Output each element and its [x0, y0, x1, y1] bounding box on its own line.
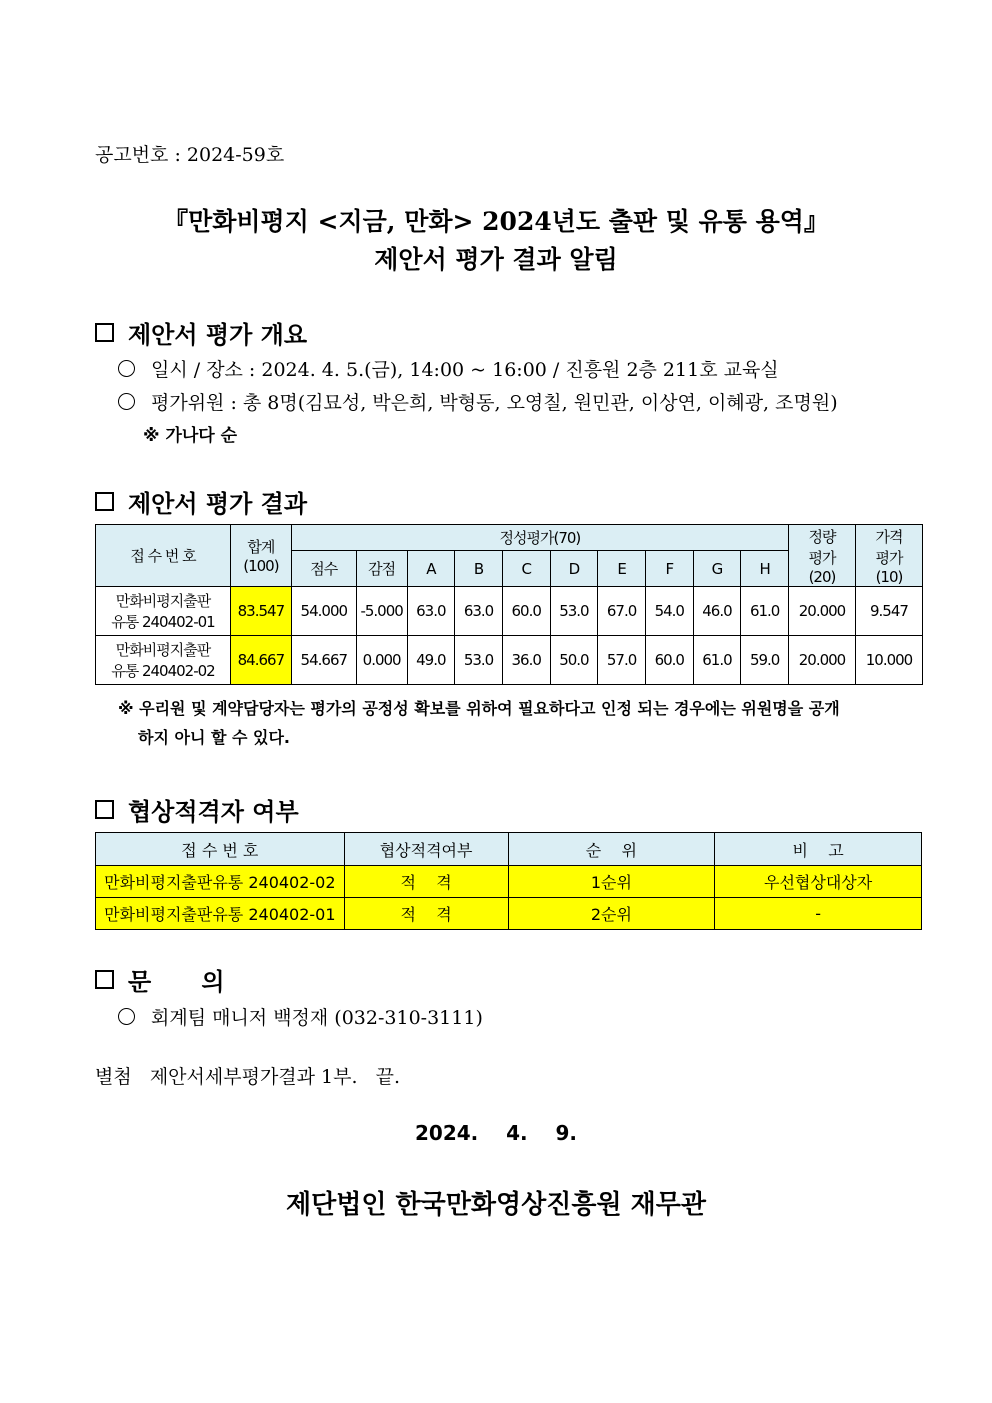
header-receipt-number: 접 수 번 호 [96, 833, 345, 866]
section-negotiation-eligibility [95, 792, 299, 827]
subheader-d: D [550, 551, 598, 587]
circle-bullet-icon [118, 1008, 135, 1025]
subheader-deduction: 감점 [356, 551, 407, 587]
subheader-a: A [407, 551, 455, 587]
overview-item-text: 평가위원 : 총 8명(김묘성, 박은희, 박형동, 오영칠, 원민관, 이상연, 이혜광, 조명원) [151, 392, 838, 414]
section-evaluation-results [95, 484, 307, 519]
section-heading: 제안서 평가 결과 [128, 489, 307, 518]
document-subtitle: 제안서 평가 결과 알림 [374, 245, 618, 274]
total-score: 83.547 [230, 587, 291, 636]
rank: 2순위 [508, 898, 715, 930]
table-row [96, 866, 922, 898]
inquiry-contact [118, 1003, 483, 1030]
overview-item-text: 일시 / 장소 : 2024. 4. 5.(금), 14:00 ~ 16:00 / 진흥원 2층 211호 교육실 [151, 359, 779, 381]
header-rank: 순 위 [508, 833, 715, 866]
cell: 20.000 [789, 636, 856, 685]
cell: 57.0 [598, 636, 646, 685]
cell: 61.0 [693, 636, 741, 685]
cell: 53.0 [550, 587, 598, 636]
rank: 1순위 [508, 866, 715, 898]
cell: 54.667 [291, 636, 356, 685]
circle-bullet-icon [118, 393, 135, 410]
cell: 49.0 [407, 636, 455, 685]
cell: 36.0 [502, 636, 550, 685]
header-total: 합계 (100) [230, 525, 291, 587]
receipt-id: 만화비평지출판 유통 240402-01 [96, 587, 231, 636]
remarks: - [715, 898, 922, 930]
eligibility: 적 격 [344, 898, 508, 930]
receipt-id: 만화비평지출판유통 240402-01 [96, 898, 345, 930]
checkbox-square-icon [95, 800, 114, 819]
cell: 59.0 [741, 636, 789, 685]
cell: 60.0 [502, 587, 550, 636]
header-qualitative: 정성평가(70) [291, 525, 788, 551]
attachment-line: 별첨 제안서세부평가결과 1부. 끝. [95, 1066, 401, 1088]
header-quantitative: 정량 평가 (20) [789, 525, 856, 587]
cell: 63.0 [455, 587, 503, 636]
cell: 20.000 [789, 587, 856, 636]
contact-text: 회계팀 매니저 백정재 (032-310-3111) [151, 1007, 483, 1029]
checkbox-square-icon [95, 492, 114, 511]
header-price: 가격 평가 (10) [855, 525, 922, 587]
receipt-id: 만화비평지출판유통 240402-02 [96, 866, 345, 898]
cell: 50.0 [550, 636, 598, 685]
overview-item-evaluators [118, 388, 838, 415]
cell: 67.0 [598, 587, 646, 636]
section-heading: 문 의 [128, 967, 225, 996]
cell: 63.0 [407, 587, 455, 636]
table-row [96, 636, 923, 685]
disclosure-note-line1: ※ 우리원 및 계약담당자는 평가의 공정성 확보를 위하여 필요하다고 인정 되는 경우에는 위원명을 공개 [118, 699, 840, 718]
cell: 54.000 [291, 587, 356, 636]
remarks: 우선협상대상자 [715, 866, 922, 898]
eligibility: 적 격 [344, 866, 508, 898]
issuing-organization: 제단법인 한국만화영상진흥원 재무관 [286, 1190, 706, 1220]
negotiation-eligibility-table [95, 832, 922, 930]
evaluation-results-table [95, 524, 923, 685]
header-remarks: 비 고 [715, 833, 922, 866]
overview-item-datetime [118, 355, 779, 382]
cell: 9.547 [855, 587, 922, 636]
subheader-g: G [693, 551, 741, 587]
total-score: 84.667 [230, 636, 291, 685]
checkbox-square-icon [95, 970, 114, 989]
cell: 10.000 [855, 636, 922, 685]
document-title: 『만화비평지 <지금, 만화> 2024년도 출판 및 유통 용역』 [163, 207, 829, 236]
table-row [96, 898, 922, 930]
header-eligibility: 협상적격여부 [344, 833, 508, 866]
disclosure-note-line2: 하지 아니 할 수 있다. [138, 728, 291, 747]
subheader-c: C [502, 551, 550, 587]
circle-bullet-icon [118, 360, 135, 377]
checkbox-square-icon [95, 323, 114, 342]
subheader-h: H [741, 551, 789, 587]
subheader-f: F [645, 551, 693, 587]
header-receipt-number: 접 수 번 호 [96, 525, 231, 587]
cell: 0.000 [356, 636, 407, 685]
subheader-score: 점수 [291, 551, 356, 587]
alphabetical-note: ※ 가나다 순 [143, 426, 238, 446]
table-row [96, 587, 923, 636]
document-date: 2024. 4. 9. [415, 1121, 577, 1145]
cell: 53.0 [455, 636, 503, 685]
subheader-b: B [455, 551, 503, 587]
cell: 54.0 [645, 587, 693, 636]
cell: -5.000 [356, 587, 407, 636]
section-evaluation-overview [95, 315, 307, 350]
section-inquiry [95, 962, 225, 997]
cell: 46.0 [693, 587, 741, 636]
subheader-e: E [598, 551, 646, 587]
cell: 61.0 [741, 587, 789, 636]
section-heading: 협상적격자 여부 [128, 797, 299, 826]
notice-number: 공고번호 : 2024-59호 [95, 144, 285, 166]
cell: 60.0 [645, 636, 693, 685]
section-heading: 제안서 평가 개요 [128, 320, 307, 349]
receipt-id: 만화비평지출판 유통 240402-02 [96, 636, 231, 685]
